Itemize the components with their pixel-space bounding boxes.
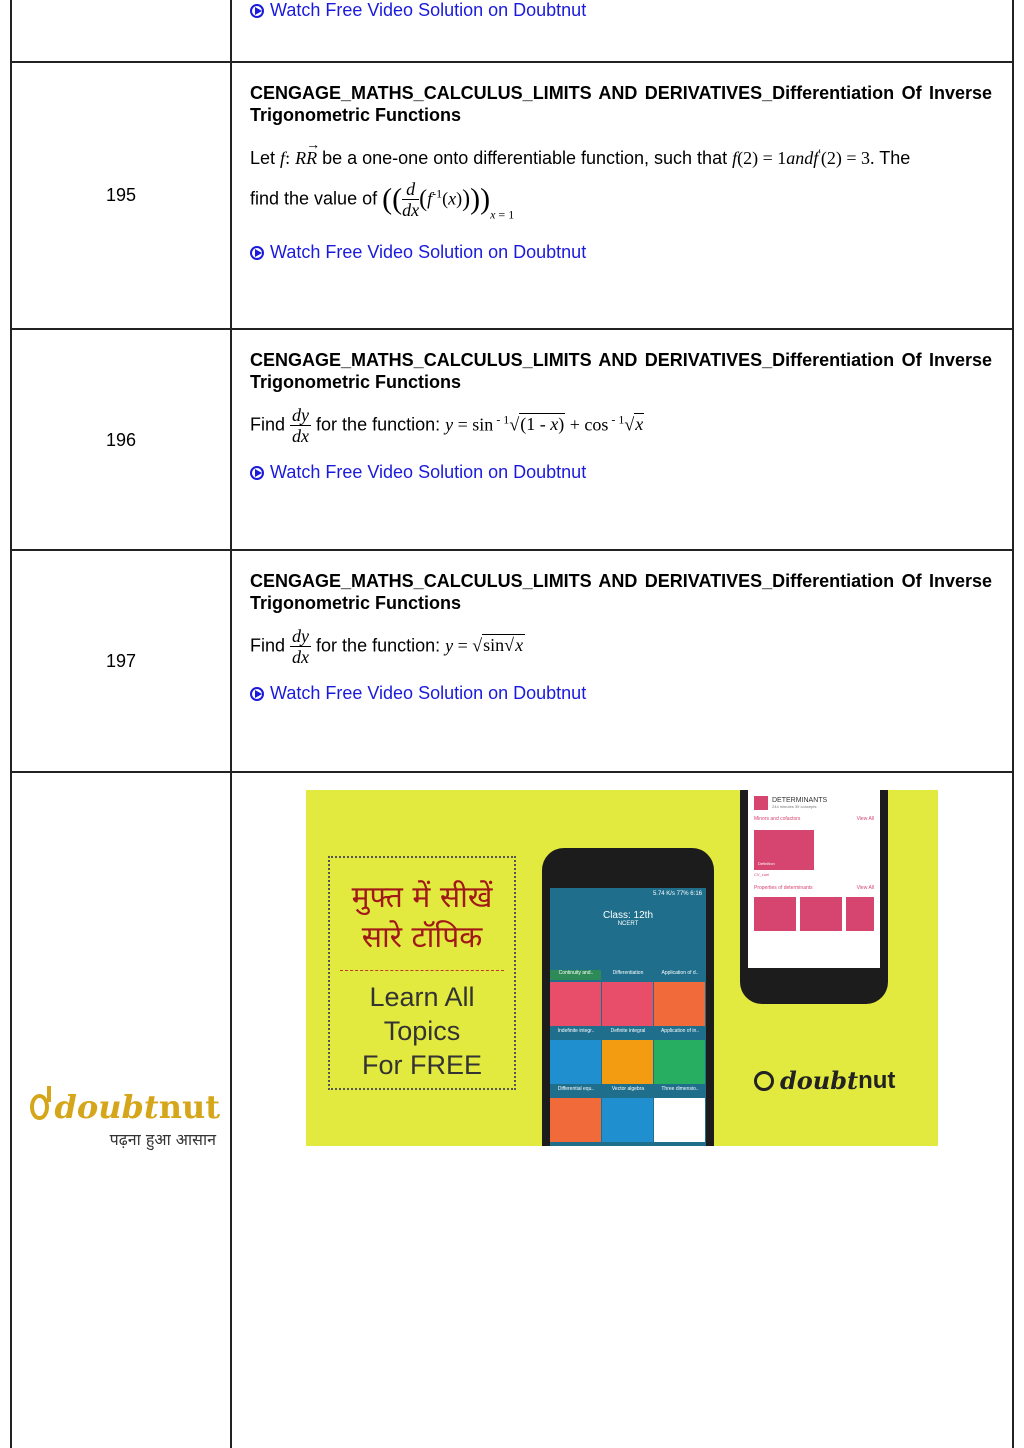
- doubtnut-logo-icon: [30, 1094, 49, 1120]
- video-card[interactable]: [800, 897, 842, 931]
- english-headline: Learn All Topics For FREE: [361, 982, 482, 1080]
- topic-label: Application of in..: [660, 1028, 700, 1034]
- row-divider: [10, 771, 1014, 773]
- topic-tile[interactable]: [550, 1040, 601, 1084]
- table-column-divider: [230, 0, 232, 1448]
- row-194-link-cell: [250, 0, 992, 21]
- topic-tile[interactable]: [654, 982, 705, 1026]
- view-all-link[interactable]: View All: [856, 885, 874, 891]
- chapter-heading: CENGAGE_MATHS_CALCULUS_LIMITS AND DERIVATIVES_Differentiation Of Inverse Trigonometric Functions: [250, 350, 992, 392]
- table-right-border: [1012, 0, 1014, 1448]
- watch-video-link[interactable]: Watch Free Video Solution on Doubtnut: [250, 462, 992, 483]
- topic-tab: Differentiation: [612, 970, 644, 976]
- view-all-link[interactable]: View All: [856, 816, 874, 822]
- question-cell: [250, 349, 992, 483]
- topic-label: Definite integral: [610, 1028, 646, 1034]
- chapter-heading: CENGAGE_MATHS_CALCULUS_LIMITS AND DERIVATIVES_Differentiation Of Inverse Trigonometric Functions: [250, 83, 992, 125]
- topic-label: Indefinite integr..: [557, 1028, 595, 1034]
- topic-label: Vector algebra: [611, 1086, 645, 1092]
- topic-tile[interactable]: [550, 982, 601, 1026]
- question-cell: [250, 570, 992, 704]
- chapter-meta: 244 minutes 39 concepts: [772, 804, 817, 809]
- determinants-icon: [754, 796, 768, 810]
- row-divider: [10, 328, 1014, 330]
- phone-mockup-2: [740, 790, 888, 1004]
- topic-label: Three dimensio..: [661, 1086, 699, 1092]
- chapter-heading: CENGAGE_MATHS_CALCULUS_LIMITS AND DERIVATIVES_Differentiation Of Inverse Trigonometric Functions: [250, 571, 992, 613]
- row-divider: [10, 61, 1014, 63]
- tagline: पढ़ना हुआ आसान: [109, 1130, 216, 1149]
- question-text: Find $\frac{dy}{dx}$ for the function: y = √sin√x: [250, 626, 524, 667]
- question-number: 197: [105, 651, 137, 671]
- topic-label: Differential equ..: [557, 1086, 595, 1092]
- chapter-title: DETERMINANTS: [772, 797, 828, 804]
- question-text: Let f: RR → be a one-one onto differentiable function, such that f(2) = 1andf′(2) = 3. The: [250, 138, 911, 168]
- play-icon: [250, 4, 264, 18]
- topic-tile[interactable]: [550, 1098, 601, 1142]
- watch-video-link[interactable]: Watch Free Video Solution on Doubtnut: [250, 683, 992, 704]
- topic-tile[interactable]: [602, 1098, 653, 1142]
- row-divider: [10, 549, 1014, 551]
- table-left-border: [10, 0, 12, 1448]
- class-title: Class: 12th: [602, 910, 654, 921]
- doubtnut-logo: doubt nut पढ़ना हुआ आसान: [30, 1088, 220, 1150]
- watch-video-link[interactable]: Watch Free Video Solution on Doubtnut: [250, 242, 992, 263]
- status-bar: 5.74 K/s 77% 6:16: [652, 891, 702, 897]
- watch-video-link[interactable]: Watch Free Video Solution on Doubtnut: [250, 0, 992, 21]
- hindi-headline: मुफ्त में सीखें सारे टॉपिक: [351, 880, 493, 955]
- doubtnut-logo-icon: [754, 1071, 774, 1091]
- question-number: 195: [105, 185, 137, 205]
- topic-tile[interactable]: [602, 982, 653, 1026]
- question-text: Find $\frac{dy}{dx}$ for the function: y = sin $^{- 1}$√(1 - x) + cos $^{- 1}$√x: [250, 405, 644, 446]
- phone-2-screen: [748, 790, 880, 968]
- phone-mockup-1: [542, 848, 714, 1146]
- section-title: Properties of determinants: [754, 885, 813, 891]
- video-card[interactable]: [754, 897, 796, 931]
- topic-tile[interactable]: [654, 1040, 705, 1084]
- question-cell: [250, 82, 992, 263]
- topic-tile: [654, 1098, 705, 1142]
- board-label: NCERT: [617, 921, 639, 927]
- topic-tab: Continuity and..: [558, 970, 594, 976]
- video-card[interactable]: [846, 897, 874, 931]
- video-caption: CV_zuel: [754, 872, 770, 877]
- phone-1-screen: [550, 888, 706, 1146]
- play-icon: [250, 687, 264, 701]
- promo-banner[interactable]: [306, 790, 938, 1146]
- topic-tile[interactable]: [602, 1040, 653, 1084]
- topic-tab: Application of d..: [661, 970, 699, 976]
- divider: [340, 970, 504, 971]
- promo-text-box: [328, 856, 516, 1090]
- video-card[interactable]: Definition: [754, 830, 814, 870]
- question-number: 196: [105, 430, 137, 450]
- question-text-line2: find the value of (( $\frac{d}{dx}$ $(f^{-1}(x))))_x$ $_{= 1}$: [250, 179, 515, 222]
- play-icon: [250, 246, 264, 260]
- section-title: Minors and cofactors: [754, 816, 801, 822]
- play-icon: [250, 466, 264, 480]
- banner-doubtnut-logo: doubt nut: [754, 1066, 895, 1095]
